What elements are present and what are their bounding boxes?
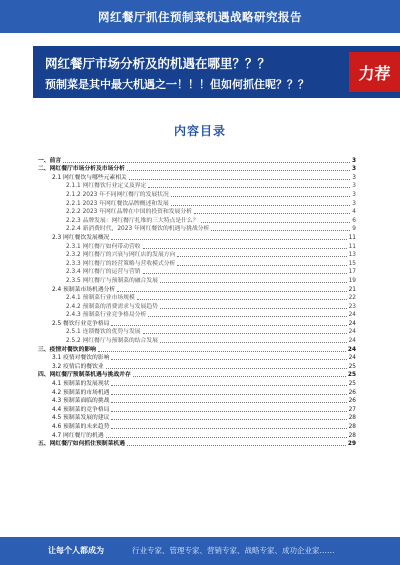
toc-entry-label: 2.3.3 网红餐厅的经营策略与营收模式分析 [66,260,176,267]
toc-entry[interactable] [38,328,356,337]
footer-band [0,537,400,565]
toc-leader-dots [177,265,346,266]
toc-entry[interactable] [38,414,356,423]
toc-entry[interactable] [38,259,356,268]
toc-entry-label: 2.2.1 2023 年网红餐饮品牌概述和发展 [66,200,169,207]
toc-entry-page: 9 [352,226,356,233]
toc-entry[interactable] [38,388,356,397]
toc-entry-page: 24 [348,320,356,327]
toc-entry[interactable] [38,294,356,303]
toc-entry[interactable] [38,233,356,242]
table-of-contents [38,156,356,448]
toc-entry[interactable] [38,208,356,217]
toc-leader-dots [148,187,350,188]
toc-leader-dots [63,162,350,163]
toc-entry-label: 2.4.2 预制菜的消费需求与发展趋势 [66,303,158,310]
toc-entry-label: 2.2.2 2023 年网红品牌在中国的投资和发展分析 [66,209,192,216]
toc-leader-dots [111,239,346,240]
toc-entry-page: 24 [348,338,356,345]
toc-leader-dots [111,428,346,429]
toc-leader-dots [117,291,346,292]
toc-entry-page: 24 [347,346,356,353]
toc-entry[interactable] [38,199,356,208]
toc-entry-label: 二、网红餐厅市场分析及市场分析 [38,166,125,173]
toc-title: 内容目录 [173,124,226,138]
toc-entry[interactable] [38,285,356,294]
toc-leader-dots [133,376,346,377]
toc-entry-label: 2.2.4 新消费时代，2023 年网红餐饮的机遇与挑战分析 [66,226,210,233]
toc-entry[interactable] [38,431,356,440]
toc-entry[interactable] [38,422,356,431]
toc-entry-page: 29 [347,441,356,448]
toc-entry[interactable] [38,354,356,363]
toc-entry[interactable] [38,268,356,277]
toc-entry-label: 2.3 网红餐饮发展概况 [52,234,110,241]
toc-leader-dots [127,445,346,446]
toc-entry-page: 28 [348,424,356,430]
toc-entry[interactable] [38,216,356,225]
toc-entry-label: 4.6 预制菜的未来趋势 [52,424,110,430]
toc-entry-label: 2.1.2 2023 年不同网红餐厅的发展状况 [66,191,169,198]
toc-entry-page: 26 [348,398,356,405]
toc-leader-dots [137,299,347,300]
toc-entry[interactable] [38,319,356,328]
toc-entry-page: 11 [348,243,356,250]
toc-entry-label: 4.1 预制菜的发展现状 [52,381,110,388]
hero-banner [33,46,400,98]
toc-leader-dots [111,385,346,386]
toc-leader-dots [106,368,347,369]
toc-entry[interactable] [38,311,356,320]
toc-entry-label: 三、疫情对餐饮的影响 [38,346,96,353]
toc-entry-page: 19 [348,277,356,284]
toc-entry-page: 3 [351,157,356,164]
toc-entry-label: 2.4 预制菜市场机遇分析 [52,286,116,293]
toc-leader-dots [111,325,346,326]
toc-entry-label: 4.4 预制菜的竞争格局 [52,406,110,413]
toc-entry-page: 3 [352,200,356,207]
toc-entry[interactable] [38,397,356,406]
toc-leader-dots [106,437,347,438]
toc-entry-page: 23 [348,303,356,310]
hero-subheadline: 预制菜是其中最大机遇之一！！！但如何抓住呢？？？ [45,78,309,91]
toc-entry-page: 24 [348,329,356,336]
toc-entry-label: 2.4.1 预制菜行业市场规模 [66,295,135,302]
toc-entry[interactable] [38,336,356,345]
toc-entry-label: 2.3.1 网红餐厅如何带动营收 [66,243,141,250]
toc-leader-dots [143,273,347,274]
toc-entry[interactable] [38,190,356,199]
toc-entry-page: 27 [348,406,356,413]
toc-entry[interactable] [38,302,356,311]
toc-entry-page: 6 [352,217,356,224]
toc-leader-dots [211,230,350,231]
toc-entry[interactable] [38,173,356,182]
toc-entry-page: 3 [351,166,356,173]
toc-leader-dots [111,419,346,420]
toc-entry-page: 3 [352,183,356,190]
toc-entry-page: 11 [348,234,356,241]
toc-leader-dots [129,179,350,180]
toc-entry[interactable] [38,379,356,388]
toc-entry-label: 一、前言 [38,157,62,164]
toc-leader-dots [127,170,350,171]
toc-entry-page: 24 [348,355,356,362]
report-title: 网红餐厅抓住预制菜机遇战略研究报告 [98,9,302,24]
toc-entry[interactable] [38,182,356,191]
toc-entry-page: 25 [347,372,356,379]
toc-leader-dots [143,248,347,249]
toc-leader-dots [98,351,346,352]
toc-entry[interactable] [38,251,356,260]
toc-leader-dots [171,196,351,197]
toc-entry-label: 2.2.3 品牌发展：网红餐厅扎堆的三大特点是什么？ [66,217,199,224]
toc-leader-dots [194,213,350,214]
toc-entry[interactable] [38,225,356,234]
toc-entry-label: 四、网红餐厅预制菜机遇与挑战并存 [38,372,131,379]
toc-entry-page: 4 [352,209,356,216]
toc-leader-dots [111,402,346,403]
toc-entry-page: 3 [352,174,356,181]
toc-entry[interactable] [38,371,356,380]
toc-leader-dots [148,316,346,317]
toc-entry-label: 2.3.2 网红餐厅的兴衰与网红店的发展方向 [66,252,176,259]
toc-entry-label: 4.5 预制菜发展的建议 [52,415,110,422]
toc-entry-label: 4.7 网红餐厅的机遇 [52,432,104,439]
toc-entry-label: 2.5.1 连锁餐饮的优势与发展 [66,329,141,336]
footer-roles: 行业专家、管理专家、营销专家、战略专家、成功企业家…… [132,546,335,555]
toc-leader-dots [201,222,351,223]
toc-entry[interactable] [38,345,356,354]
hero-headline: 网红餐厅市场分析及的机遇在哪里？？？ [45,56,271,71]
toc-leader-dots [177,256,346,257]
toc-entry[interactable] [38,165,356,174]
toc-entry-page: 22 [348,295,356,302]
footer-slogan: 让每个人都成为 [48,546,104,555]
toc-entry-label: 2.5.2 网红餐厅与预制菜的结合发展 [66,338,158,345]
toc-leader-dots [160,308,347,309]
toc-leader-dots [111,411,346,412]
toc-entry-label: 2.3.5 网红餐厅与预制菜的融合发展 [66,277,158,284]
toc-entry-label: 3.1 疫情对餐饮的影响 [52,355,110,362]
toc-entry[interactable] [38,362,356,371]
toc-entry-page: 13 [348,252,356,259]
recommend-badge: 力荐 [349,52,400,92]
toc-entry-page: 15 [348,260,356,267]
toc-leader-dots [143,333,347,334]
toc-entry-label: 2.3.4 网红餐厅的运营与营销 [66,269,141,276]
toc-entry-page: 3 [352,191,356,198]
toc-entry-page: 28 [348,432,356,439]
toc-entry-page: 26 [348,389,356,396]
toc-entry[interactable] [38,276,356,285]
toc-entry-label: 4.3 预制菜面临的挑战 [52,398,110,405]
toc-entry-label: 2.1 网红餐饮与哪些元素相关 [52,174,127,181]
toc-entry-label: 2.4.3 预制菜行业竞争格局分析 [66,312,147,319]
toc-entry-label: 2.1.1 网红餐饮行业定义及界定 [66,183,147,190]
toc-leader-dots [171,205,351,206]
report-header-band [0,0,400,33]
toc-entry[interactable] [38,405,356,414]
toc-leader-dots [111,359,346,360]
toc-entry-label: 3.2 疫情后的餐饮业 [52,363,104,370]
toc-entry-label: 4.2 预制菜的市场机遇 [52,389,110,396]
toc-entry-label: 五、网红餐厅如何抓住预制菜机遇 [38,441,125,448]
toc-entry-page: 21 [348,286,356,293]
toc-entry-page: 24 [348,312,356,319]
toc-entry-page: 25 [348,381,356,388]
toc-leader-dots [111,394,346,395]
toc-entry[interactable] [38,156,356,165]
toc-entry-page: 28 [348,415,356,422]
toc-entry-page: 17 [348,269,356,276]
toc-entry-label: 2.5 餐饮行业竞争格局 [52,320,110,327]
toc-entry-page: 25 [348,363,356,370]
toc-leader-dots [160,342,347,343]
toc-entry[interactable] [38,440,356,449]
toc-leader-dots [160,282,347,283]
toc-entry[interactable] [38,242,356,251]
